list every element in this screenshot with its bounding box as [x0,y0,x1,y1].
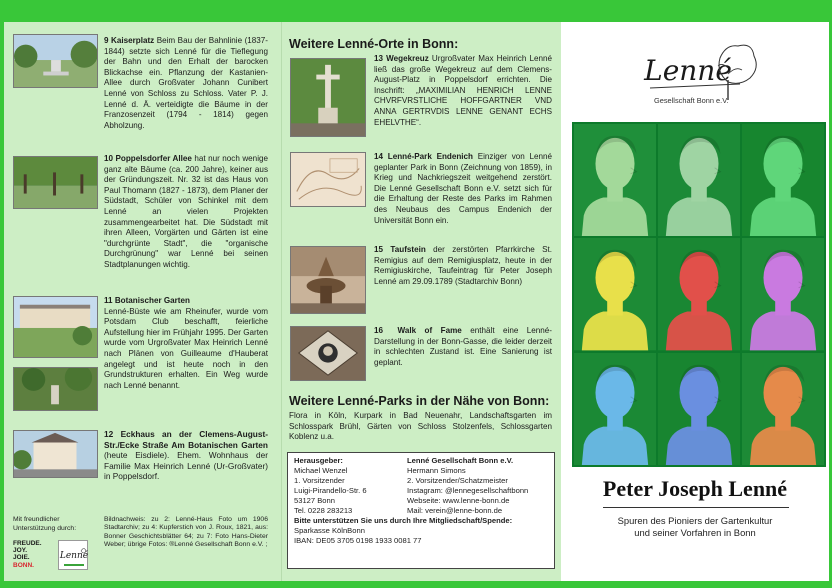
entry-14-title: Lenné-Park Endenich [387,152,473,161]
image-credits: Bildnachweis: zu 2: Lenné-Haus Foto um 1906 Stadtarchiv; zu 4: Kupferstich von J. Roux, 1821, aus: Bonner Geschichtsblätter 64; zu 7: Foto Hans-Dieter Weber; übrige Fotos: ®Lenné Gesellschaft Bonn e.V. ; [104,516,268,549]
entry-12-number: 12 [104,429,114,439]
bank-name: Sparkasse KölnBonn [294,526,365,535]
entry-10-number: 10 [104,154,114,163]
lenne-bust-portrait [574,124,656,236]
kaiserplatz-photo [13,34,98,88]
org-name: Lenné Gesellschaft Bonn e.V. [407,456,514,465]
entry-9-title: Kaiserplatz [111,36,155,45]
walk-of-fame-photo [290,326,366,381]
lenne-bust-portrait [658,124,740,236]
treasurer-role: 2. Vorsitzender/Schatzmeister [407,476,508,485]
entry-15 [374,245,552,287]
publisher-col-1 [294,456,407,516]
entry-16-title: Walk of Fame [397,326,462,335]
entry-9-number: 9 [104,36,109,45]
main-title: Peter Joseph Lenné [602,476,788,501]
publisher-phone: Tel. 0228 283213 [294,506,353,515]
lenne-bust-garden-photo [13,367,98,411]
taufstein-photo [290,246,366,314]
entry-12-text: Ehem. Wohnhaus der Familie Max Heinrich Lenné (Ur-Großvater) in Poppelsdorf. [104,450,268,482]
email-link[interactable]: Mail: verein@lenne-bonn.de [407,506,503,515]
entry-16-text: enthält eine Lenné-Darstellung in der Bonn-Gasse, die leider derzeit in schlechten Zustand ist. Eine Sanierung ist geplant. [374,326,553,367]
lenne-bust-portrait [742,124,824,236]
botanischer-garten-photo [13,296,98,358]
lenne-bust-portrait [658,238,740,350]
title-divider [603,507,789,508]
website-link[interactable]: Webseite: www.lenne-bonn.de [407,496,510,505]
support-label: Mit freundlicher Unterstützung durch: [13,516,77,532]
freude-logo-line-4: BONN. [13,561,34,569]
lenne-small-logo [58,540,88,570]
freude-logo-line-1: FREUDE. [13,540,42,547]
publisher-name: Michael Wenzel [294,466,348,475]
publisher-street: Luigi-Pirandello-Str. 6 [294,486,367,495]
freude-logo-line-3: JOIE. [13,554,30,562]
weitere-orte-heading: Weitere Lenné-Orte in Bonn: [289,37,459,51]
entry-10 [104,154,268,271]
svg-text:Lenné: Lenné [59,551,89,561]
entry-15-text: der zerstörten Pfarrkirche St. Remigius auf dem Remigiusplatz, heute in der Remigiuskirche, Taufeintrag für Peter Joseph Lenné am 29.09.1789 (Stadtarchiv Bonn) [374,245,553,286]
entry-11-number: 11 [104,296,113,305]
entry-9-text: Beim Bau der Bahnlinie (1837-1844) setzte sich Lenné für die Tieflegung der Bahn und den Erhalt der barocken Blickachse ein. Pflanzung der Kastanien-Allee durch Großvater Johann Cunibert Lenné von Schloss zu Schloss. Vater P. J. Lenné d. Ä. verteidigte die Bäume in der Franzosenzeit (1794 - 1814) gegen Abholzung. [104,36,269,130]
subtitle [561,515,829,539]
entry-13-title: Wegekreuz [386,54,429,63]
entry-12-paren: (heute Eisdiele). [104,450,170,461]
iban: IBAN: DE05 3705 0198 1933 0081 77 [294,536,422,545]
publisher-label: Herausgeber: [294,456,343,465]
publisher-infobox [287,452,555,569]
subtitle-line-2: und seiner Vorfahren in Bonn [634,527,756,538]
entry-15-title: Taufstein [390,245,426,254]
publisher-col-2 [407,456,548,516]
eckhaus-photo [13,430,98,478]
poppelsdorfer-allee-photo [13,156,98,209]
treasurer-name: Hermann Simons [407,466,466,475]
svg-text:Lenné: Lenné [644,54,732,87]
entry-9 [104,36,268,131]
entry-10-text: hat nur noch wenige ganz alte Bäume (ca. 200 Jahre), keiner aus der Gründungszeit. Nr. 32 ist das Haus von Paul Thomann (1827 - 1873), dem Planer der Südstadt, Schüler von Schinkel mit dem Lenné an vielen Projekten zusammengearbeitet hat. Die Südstadt mit ihren Alleen, Vorgärten und Gärten ist eine "durchgrünte Stadt", die "organische Durchgrünung" war Lenné bei seinen Stadtplanungen wichtig. [104,154,268,269]
entry-12-title: Eckhaus an der Clemens-August-Str./Ecke Straße Am Botanischen Garten [104,429,268,450]
lenne-park-plan-drawing [290,152,366,207]
entry-14-text: Einziger von Lenné geplanter Park in Bonn (Zeichnung von 1859), in Krieg und Nachkriegszeit weitgehend zerstört. Die Lenné Gesellschaft Bonn e.V. setzt sich für die Erhaltung der Reste des Parks im Rahmen des Neubaus des Campus Endenich der Universität Bonn ein. [374,152,552,225]
freude-logo-line-2: JOY. [13,547,28,555]
entry-13-text: Urgroßvater Max Heinrich Lenné ließ das große Wegekreuz auf dem Clemens-August-Platz in Poppelsdorf errichten. Die Inschrift: „MAXIMILIAN HENRICH LENNE CHVRFVRSTLICHE HOFFGARTNER VND ANNA GERTRVDIS LENNE GENANT ECHS EHELVTHE“. [374,54,553,127]
publisher-city: 53127 Bonn [294,496,335,505]
publisher-role: 1. Vorsitzender [294,476,345,485]
entry-11 [104,296,268,391]
parks-text: Flora in Köln, Kurpark in Bad Neuenahr, Landschaftsgarten im Schlosspark Brühl, Gärten von Schloss Stolzenfels, Schlossgarten Koblenz u.a. [289,411,552,442]
lenne-bust-portrait [742,353,824,465]
lenne-bust-grid [572,122,826,467]
entry-16-number: 16 [374,326,384,335]
entry-13-number: 13 [374,54,384,63]
wegekreuz-photo [290,58,366,137]
lenne-bust-portrait [742,238,824,350]
freude-joy-joie-logo [13,540,49,569]
lenne-bust-portrait [658,353,740,465]
support-request: Bitte unterstützen Sie uns durch Ihre Mitgliedschaft/Spende: [294,516,513,525]
instagram-handle[interactable]: Instagram: @lennegesellschaftbonn [407,486,529,495]
entry-12 [104,429,268,482]
entry-14-number: 14 [374,152,384,161]
entry-13 [374,54,552,128]
entry-11-text: Lenné-Büste wie am Rheinufer, wurde vom Potsdam Club beschafft, feierliche Aufstellung hier im Frühjahr 1995. Der Garten wurde vom Urgroßvater Max Heinrich Lenné nach Plänen von Guilleaume d'Hauberat angelegt und ist heute noch in den Grundstrukturen erhalten. Ein Weg wurde nach Lenné benannt. [104,306,268,390]
lenne-bust-portrait [574,238,656,350]
entry-14 [374,152,552,226]
logo-subtitle: Gesellschaft Bonn e.V. [654,96,729,105]
entry-11-title: Botanischer Garten [114,296,190,305]
weitere-parks-heading: Weitere Lenné-Parks in der Nähe von Bonn: [289,394,550,408]
entry-16 [374,326,552,368]
lenne-bust-portrait [574,353,656,465]
entry-10-title: Poppelsdorfer Allee [115,154,192,163]
subtitle-line-1: Spuren des Pioniers der Gartenkultur [617,515,773,526]
entry-15-number: 15 [374,245,384,254]
